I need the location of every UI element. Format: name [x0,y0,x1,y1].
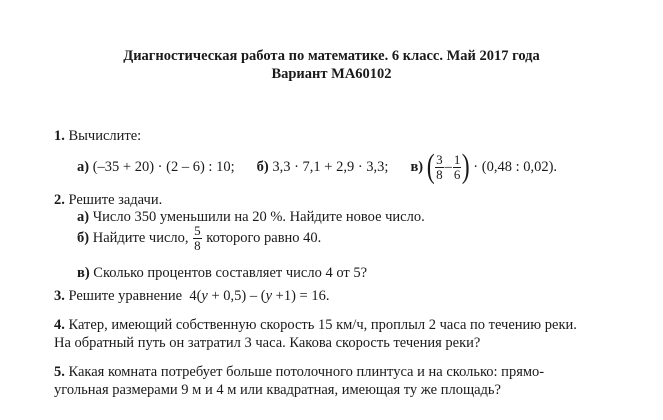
question-5-text-2: угольная размерами 9 м и 4 м или квадратная, имеющая ту же площадь? [54,382,501,398]
question-5-line-2 [54,381,501,399]
question-4-line-2 [54,334,480,352]
page-title: Диагностическая работа по математике. 6 класс. Май 2017 года [123,48,540,64]
fraction-3-8: $\frac{3}{8}$ [436,151,443,182]
question-4-text-1: Катер, имеющий собственную скорость 15 км/ч, проплыл 2 часа по течению реки. [68,317,577,333]
item-2a-label: а) [77,209,90,225]
question-5-text-1: Какая комната потребует больше потолочного плинтуса и на сколько: прямо- [68,364,545,380]
right-paren: ) [462,148,470,185]
question-1-number: 1. [54,128,65,144]
fraction-1-6: $\frac{1}{6}$ [453,151,461,182]
item-1a-label: а) [77,158,90,175]
question-2-number: 2. [54,192,65,208]
item-2b-text-before: Найдите число, [92,230,189,247]
item-1v-label: в) [410,158,424,175]
item-2v [77,264,367,282]
item-2a-text: Число 350 уменьшили на 20 %. Найдите новое число. [92,209,425,225]
item-1v-tail: · (0,48 : 0,02). [473,158,558,175]
equation: 4(y + 0,5) – (y +1) = 16. [189,288,330,304]
question-4-text-2: На обратный путь он затратил 3 часа. Какова скорость течения реки? [54,335,481,351]
question-1-items: а) (–35 + 20) · (2 – 6) : 10; б) 3,3 · 7,1 + 2,9 · 3,3; в) ( $\frac{3}{8}$ – $\frac{1}{6}$ ) · (0,48 : 0,02). [77,148,558,185]
question-2 [54,191,162,209]
fraction-5-8: $\frac{5}{8}$ [194,223,201,253]
question-1-text: Вычислите: [68,128,142,144]
item-2b-label: б) [77,230,90,247]
question-2-text: Решите задачи. [68,192,163,208]
item-2b-text-after: которого равно 40. [206,230,322,247]
question-1 [54,127,141,145]
item-2b [77,224,321,260]
item-2v-label: в) [77,265,90,281]
question-3 [54,287,329,305]
item-1b-label: б) [256,158,269,175]
question-3-number: 3. [54,288,65,304]
question-5-line-1 [54,363,544,381]
item-2v-text: Сколько процентов составляет число 4 от 5? [93,265,368,281]
question-5-number: 5. [54,364,65,380]
left-paren: ( [426,148,435,185]
item-1a-expression: (–35 + 20) · (2 – 6) : 10; [92,158,235,175]
question-4-line-1 [54,316,577,334]
variant-label: Вариант МА60102 [271,66,392,82]
question-3-text: Решите уравнение [68,288,183,304]
item-1b-expression: 3,3 · 7,1 + 2,9 · 3,3; [272,158,389,175]
question-4-number: 4. [54,317,65,333]
